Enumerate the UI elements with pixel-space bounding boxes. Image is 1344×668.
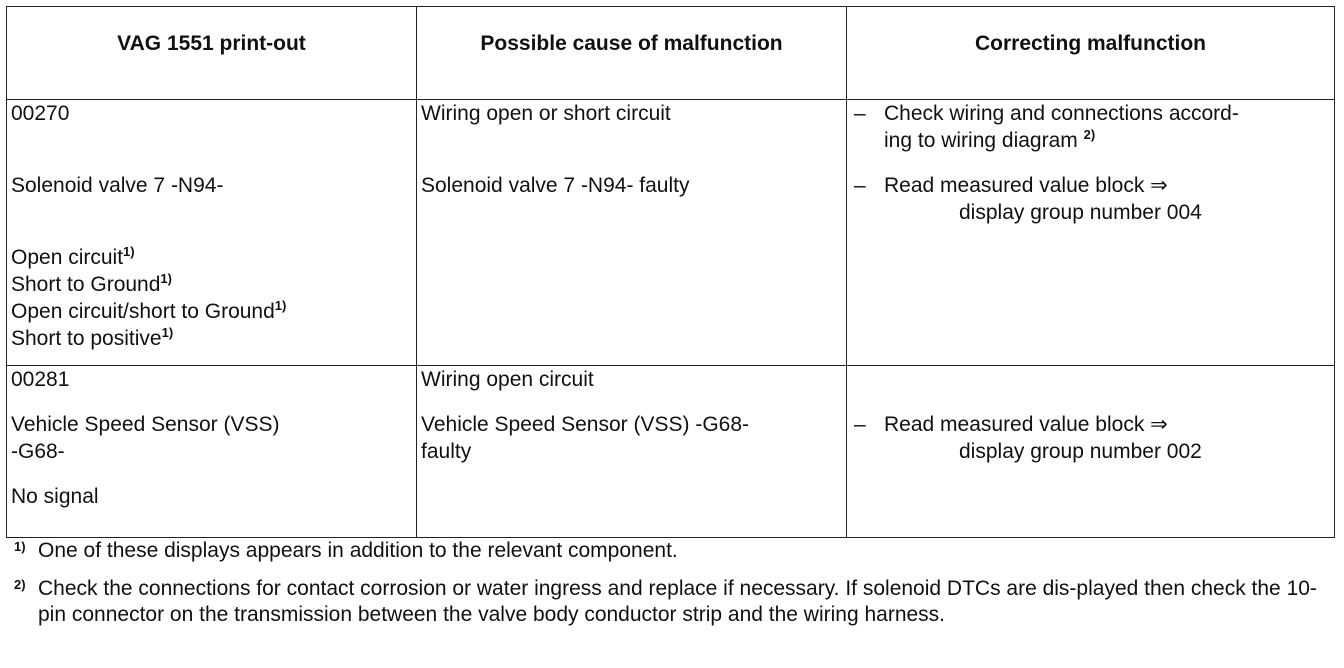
list-item: Short to positive$^{1)}$ [11,325,174,350]
printout-cell [7,100,417,366]
header-correction: Correcting malfunction [847,7,1335,100]
cause-text: faulty [421,440,472,463]
cause-text: Solenoid valve 7 -N94- faulty [421,174,690,197]
header-cause: Possible cause of malfunction [417,7,847,100]
dtc-table [6,6,1335,538]
footnote [14,576,1324,628]
list-item: – Check wiring and connections accord- ing to wiring diagram $^{2)}$ [854,102,1239,152]
cause-cell [417,366,847,538]
correction-cell [847,100,1335,366]
list-item: Open circuit$^{1)}$ [11,244,135,269]
cause-text: Wiring open or short circuit [421,102,671,125]
footnote-text: Check the connections for contact corrosion or water ingress and replace if necessary. If solenoid DTCs are dis-played then check the 10-pin connector on the transmission between the valve body conductor strip and the wiring harness. [38,577,1317,626]
table-row [7,100,1335,366]
footnote [14,538,1324,564]
dtc-code: 00281 [11,368,70,391]
fault-mode-list [11,244,412,352]
header-printout: VAG 1551 print-out [7,7,417,100]
list-item: Short to Ground$^{1)}$ [11,271,172,296]
footnote-ref: 2) [1083,127,1096,142]
cause-text: Wiring open circuit [421,368,594,391]
footnotes [14,538,1324,640]
printout-cell [7,366,417,538]
dtc-code: 00270 [11,102,70,125]
footnote-ref: 1) [123,244,135,259]
dtc-component-id: -G68- [11,440,65,463]
list-item: – Read measured value block ⇒ display group number 004 [854,174,1202,224]
footnote-text: One of these displays appears in addition to the relevant component. [38,539,678,562]
table-row [7,366,1335,538]
dtc-component: Solenoid valve 7 -N94- [11,174,224,197]
footnote-mark: 2) [14,577,26,592]
cause-text: Vehicle Speed Sensor (VSS) -G68- [421,413,750,436]
footnote-ref: 1) [274,298,287,313]
footnote-ref: 1) [161,325,174,340]
footnote-ref: 1) [160,271,172,286]
dtc-status: No signal [11,485,99,508]
dtc-component: Vehicle Speed Sensor (VSS) [11,413,280,436]
table-header-row [7,7,1335,100]
list-item: – Read measured value block ⇒ display group number 002 [854,413,1202,463]
correction-cell [847,366,1335,538]
cause-cell [417,100,847,366]
list-item: Open circuit/short to Ground$^{1)}$ [11,298,287,323]
footnote-mark: 1) [14,539,26,554]
